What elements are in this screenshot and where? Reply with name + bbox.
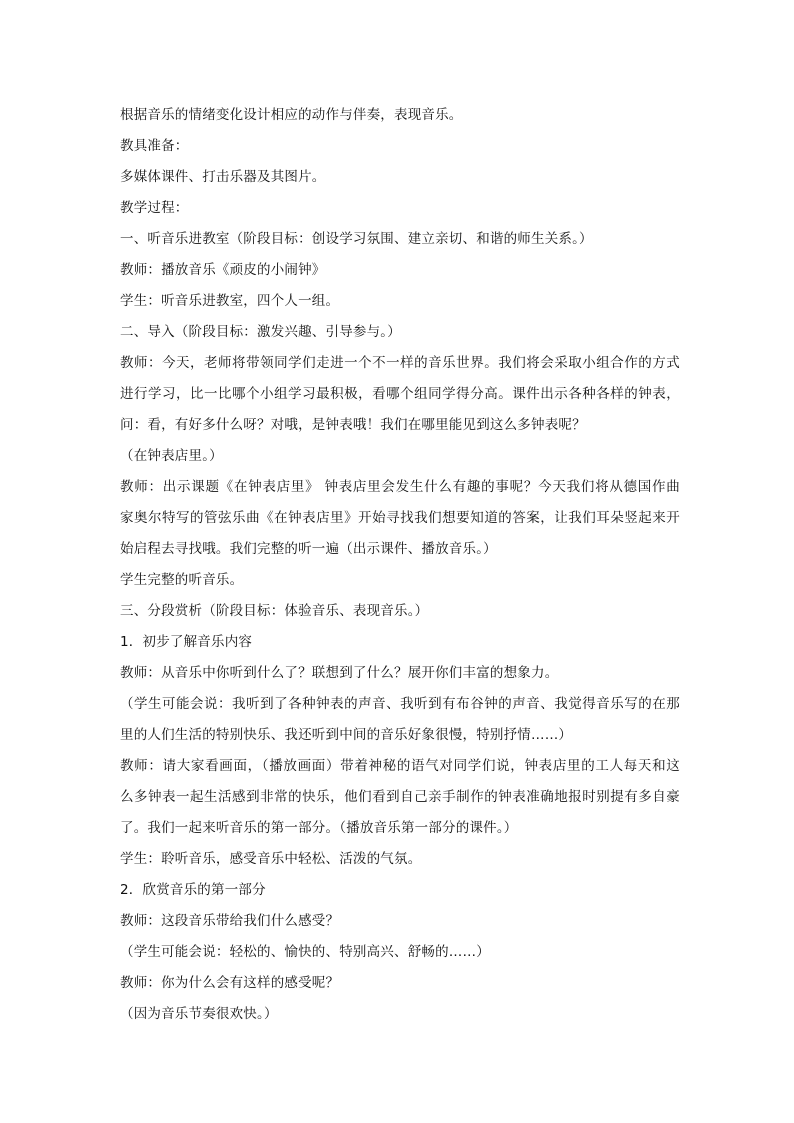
text-line: 学生：听音乐进教室，四个人一组。: [120, 293, 340, 309]
text-line: 根据音乐的情绪变化设计相应的动作与伴奏，表现音乐。: [120, 107, 463, 123]
section-heading: 三、分段赏析（阶段目标：体验音乐、表现音乐。）: [120, 603, 429, 619]
text-line: 多媒体课件、打击乐器及其图片。: [120, 169, 326, 185]
text-line: 教师：这段音乐带给我们什么感受？: [120, 913, 340, 929]
text-line: 里的人们生活的特别快乐、我还听到中间的音乐好象很慢，特别抒情……）: [120, 727, 573, 743]
section-heading: 一、听音乐进教室（阶段目标：创设学习氛围、建立亲切、和谐的师生关系。）: [120, 231, 593, 247]
text-line: 始启程去寻找哦。我们完整的听一遍（出示课件、播放音乐。）: [120, 541, 497, 557]
text-line: 教师：今天，老师将带领同学们走进一个不一样的音乐世界。我们将会采取小组合作的方式: [120, 355, 680, 371]
subsection-heading: 2．欣赏音乐的第一部分: [120, 882, 266, 898]
text-line: 教师：出示课题《在钟表店里》 钟表店里会发生什么有趣的事呢？今天我们将从德国作曲: [120, 479, 680, 495]
section-heading: 教学过程：: [120, 200, 189, 216]
text-line: 家奥尔特写的管弦乐曲《在钟表店里》开始寻找我们想要知道的答案，让我们耳朵竖起来开: [120, 510, 680, 526]
subsection-heading: 1．初步了解音乐内容: [120, 634, 253, 650]
text-line: 教师：请大家看画面，（播放画面）带着神秘的语气对同学们说，钟表店里的工人每天和这: [120, 758, 680, 774]
text-line: 教师：播放音乐《顽皮的小闹钟》: [120, 262, 326, 278]
text-line: 进行学习，比一比哪个小组学习最积极，看哪个组同学得分高。课件出示各种各样的钟表，: [120, 386, 680, 402]
document-body: [120, 100, 680, 1030]
text-line: 教师：从音乐中你听到什么了？联想到了什么？展开你们丰富的想象力。: [120, 665, 559, 681]
text-line: （学生可能会说：我听到了各种钟表的声音、我听到有布谷钟的声音、我觉得音乐写的在那: [120, 696, 680, 712]
text-line: 学生：聆听音乐，感受音乐中轻松、活泼的气氛。: [120, 851, 422, 867]
text-line: 教师：你为什么会有这样的感受呢？: [120, 975, 340, 991]
text-line: （学生可能会说：轻松的、愉快的、特别高兴、舒畅的……）: [120, 944, 490, 960]
text-line: 么多钟表一起生活感到非常的快乐，他们看到自己亲手制作的钟表准确地报时别提有多自豪: [120, 789, 680, 805]
text-line: 了。我们一起来听音乐的第一部分。（播放音乐第一部分的课件。）: [120, 820, 518, 836]
text-line: （因为音乐节奏很欢快。）: [120, 1006, 278, 1022]
text-line: 学生完整的听音乐。: [120, 572, 244, 588]
section-heading: 教具准备：: [120, 138, 189, 154]
text-line: 问：看，有好多什么呀？对哦，是钟表哦！我们在哪里能见到这么多钟表呢？: [120, 417, 586, 433]
text-line: （在钟表店里。）: [120, 448, 223, 464]
section-heading: 二、导入（阶段目标：激发兴趣、引导参与。）: [120, 324, 401, 340]
